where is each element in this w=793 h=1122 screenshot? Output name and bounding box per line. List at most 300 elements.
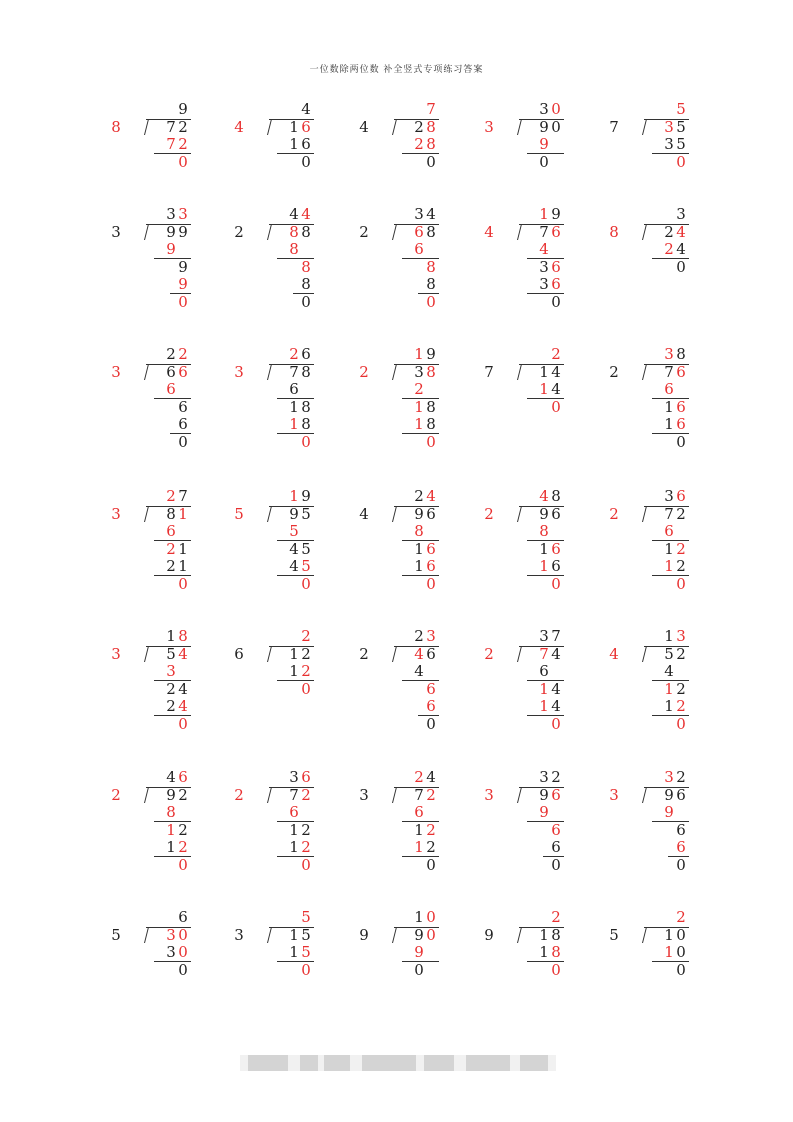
divisor: 2 [484, 504, 494, 523]
dividend-digit: 9 [166, 785, 176, 804]
division-bracket-side [144, 787, 149, 803]
division-bracket-side [642, 787, 647, 803]
step-digit: 6 [426, 539, 436, 558]
division-bracket-side [144, 506, 149, 522]
quotient-digit: 2 [676, 908, 686, 926]
divisor: 4 [359, 504, 369, 523]
step-digit: 4 [664, 662, 674, 680]
division-bracket-side [517, 787, 522, 803]
dividend-digit: 7 [664, 504, 674, 523]
divisor: 6 [234, 644, 244, 663]
division-bracket-side [517, 927, 522, 943]
step-digit: 6 [178, 415, 188, 433]
quotient-digit: 5 [676, 100, 686, 118]
division-bracket-side [642, 646, 647, 662]
quotient-digit: 3 [539, 100, 549, 118]
dividend-digit: 7 [166, 117, 176, 136]
step-digit: 1 [664, 943, 674, 961]
division-bracket-side [267, 506, 272, 522]
divisor: 3 [111, 362, 121, 381]
dividend-digit: 8 [301, 222, 311, 241]
dividend-digit: 5 [301, 504, 311, 523]
step-digit: 1 [289, 662, 299, 680]
step-digit: 0 [676, 960, 686, 979]
quotient-digit: 9 [178, 100, 188, 118]
dividend-digit: 0 [426, 925, 436, 944]
dividend-digit: 5 [166, 644, 176, 663]
step-digit: 2 [426, 820, 436, 839]
step-digit: 2 [301, 838, 311, 856]
step-digit: 0 [178, 574, 188, 593]
dividend-digit: 1 [289, 644, 299, 663]
step-digit: 1 [166, 820, 176, 839]
dividend-digit: 7 [539, 222, 549, 241]
step-digit: 3 [539, 257, 549, 276]
dividend-digit: 8 [166, 504, 176, 523]
dividend-digit: 7 [539, 644, 549, 663]
quotient-digit: 6 [301, 345, 311, 363]
division-bracket-side [642, 224, 647, 240]
step-digit: 1 [414, 397, 424, 416]
step-digit: 1 [539, 539, 549, 558]
step-digit: 8 [301, 257, 311, 276]
step-digit: 6 [166, 380, 176, 398]
step-digit: 0 [551, 960, 561, 979]
dividend-digit: 3 [166, 925, 176, 944]
quotient-digit: 4 [301, 205, 311, 223]
quotient-digit: 1 [289, 487, 299, 505]
dividend-digit: 7 [289, 362, 299, 381]
step-digit: 1 [664, 557, 674, 575]
step-digit: 6 [178, 397, 188, 416]
quotient-digit: 7 [551, 627, 561, 645]
divisor: 9 [484, 925, 494, 944]
dividend-digit: 2 [301, 785, 311, 804]
step-digit: 2 [166, 539, 176, 558]
step-digit: 1 [664, 415, 674, 433]
dividend-digit: 6 [414, 222, 424, 241]
dividend-digit: 3 [414, 362, 424, 381]
dividend-digit: 9 [166, 222, 176, 241]
division-bracket-side [144, 646, 149, 662]
step-digit: 4 [178, 697, 188, 715]
step-digit: 8 [414, 522, 424, 540]
dividend-digit: 4 [551, 362, 561, 381]
quotient-digit: 2 [551, 768, 561, 786]
step-digit: 6 [414, 803, 424, 821]
dividend-digit: 2 [301, 644, 311, 663]
step-digit: 8 [301, 397, 311, 416]
step-digit: 1 [178, 539, 188, 558]
step-digit: 6 [551, 275, 561, 293]
step-digit: 5 [301, 539, 311, 558]
dividend-digit: 2 [414, 117, 424, 136]
quotient-digit: 5 [301, 908, 311, 926]
quotient-digit: 1 [539, 205, 549, 223]
divisor: 5 [234, 504, 244, 523]
quotient-digit: 2 [551, 345, 561, 363]
divisor: 5 [609, 925, 619, 944]
dividend-digit: 8 [426, 222, 436, 241]
step-digit: 8 [426, 135, 436, 153]
division-bracket-side [392, 224, 397, 240]
step-digit: 8 [289, 240, 299, 258]
step-digit: 1 [664, 539, 674, 558]
blurred-footer-watermark [240, 1055, 556, 1071]
dividend-digit: 5 [664, 644, 674, 663]
step-digit: 2 [178, 820, 188, 839]
divisor: 3 [234, 362, 244, 381]
divisor: 2 [234, 785, 244, 804]
dividend-digit: 6 [551, 504, 561, 523]
divisor: 3 [111, 504, 121, 523]
step-digit: 6 [166, 522, 176, 540]
step-digit: 4 [676, 240, 686, 258]
dividend-digit: 0 [551, 117, 561, 136]
quotient-digit: 2 [166, 345, 176, 363]
dividend-digit: 8 [426, 117, 436, 136]
division-bracket-side [642, 119, 647, 135]
step-digit: 8 [551, 943, 561, 961]
step-digit: 1 [664, 697, 674, 715]
quotient-digit: 1 [414, 345, 424, 363]
quotient-digit: 1 [664, 627, 674, 645]
quotient-digit: 4 [426, 768, 436, 786]
dividend-digit: 0 [178, 925, 188, 944]
step-digit: 5 [301, 557, 311, 575]
quotient-digit: 6 [178, 908, 188, 926]
step-digit: 0 [178, 432, 188, 451]
quotient-digit: 9 [426, 345, 436, 363]
dividend-digit: 8 [426, 362, 436, 381]
step-digit: 5 [289, 522, 299, 540]
division-bracket-side [642, 927, 647, 943]
divisor: 2 [359, 644, 369, 663]
step-digit: 8 [166, 803, 176, 821]
divisor: 2 [484, 644, 494, 663]
dividend-digit: 1 [289, 117, 299, 136]
quotient-digit: 3 [289, 768, 299, 786]
divisor: 3 [609, 785, 619, 804]
dividend-digit: 6 [426, 504, 436, 523]
division-bracket-side [517, 119, 522, 135]
step-digit: 1 [414, 415, 424, 433]
divisor: 3 [111, 644, 121, 663]
step-digit: 6 [301, 135, 311, 153]
step-digit: 6 [664, 380, 674, 398]
step-digit: 4 [178, 679, 188, 698]
dividend-digit: 6 [166, 362, 176, 381]
step-digit: 4 [551, 697, 561, 715]
dividend-digit: 6 [551, 785, 561, 804]
quotient-digit: 3 [426, 627, 436, 645]
dividend-digit: 2 [676, 644, 686, 663]
step-digit: 6 [551, 838, 561, 856]
step-digit: 8 [301, 275, 311, 293]
step-digit: 1 [664, 679, 674, 698]
step-digit: 4 [414, 662, 424, 680]
step-digit: 4 [551, 380, 561, 398]
quotient-digit: 2 [414, 487, 424, 505]
quotient-digit: 6 [676, 487, 686, 505]
quotient-digit: 4 [301, 100, 311, 118]
step-digit: 2 [178, 135, 188, 153]
step-digit: 6 [551, 257, 561, 276]
quotient-digit: 4 [289, 205, 299, 223]
step-digit: 8 [426, 415, 436, 433]
step-digit: 0 [301, 574, 311, 593]
step-digit: 1 [414, 820, 424, 839]
quotient-digit: 2 [551, 908, 561, 926]
step-digit: 0 [551, 714, 561, 733]
step-digit: 0 [301, 679, 311, 698]
division-bracket-side [392, 506, 397, 522]
step-digit: 0 [676, 152, 686, 171]
step-digit: 6 [539, 662, 549, 680]
quotient-digit: 2 [676, 768, 686, 786]
step-digit: 1 [414, 838, 424, 856]
division-problem-35 [608, 908, 708, 1083]
step-digit: 2 [414, 135, 424, 153]
quotient-digit: 3 [539, 627, 549, 645]
dividend-digit: 4 [676, 222, 686, 241]
step-digit: 0 [539, 152, 549, 171]
dividend-digit: 4 [178, 644, 188, 663]
quotient-digit: 2 [414, 768, 424, 786]
step-digit: 7 [166, 135, 176, 153]
division-bracket-side [267, 224, 272, 240]
divisor: 4 [609, 644, 619, 663]
step-digit: 9 [414, 943, 424, 961]
quotient-digit: 1 [166, 627, 176, 645]
step-digit: 9 [539, 135, 549, 153]
dividend-digit: 1 [539, 362, 549, 381]
dividend-digit: 4 [551, 644, 561, 663]
step-digit: 2 [426, 838, 436, 856]
divisor: 2 [609, 504, 619, 523]
step-digit: 6 [289, 380, 299, 398]
step-digit: 1 [289, 397, 299, 416]
quotient-digit: 8 [178, 627, 188, 645]
divisor: 2 [359, 222, 369, 241]
step-digit: 0 [301, 152, 311, 171]
dividend-digit: 2 [178, 785, 188, 804]
step-digit: 0 [178, 943, 188, 961]
step-digit: 0 [551, 574, 561, 593]
dividend-digit: 0 [676, 925, 686, 944]
quotient-digit: 3 [676, 205, 686, 223]
quotient-digit: 2 [166, 487, 176, 505]
step-digit: 9 [664, 803, 674, 821]
step-digit: 3 [539, 275, 549, 293]
step-digit: 1 [539, 943, 549, 961]
dividend-digit: 2 [664, 222, 674, 241]
step-digit: 0 [426, 432, 436, 451]
division-bracket-side [392, 927, 397, 943]
step-digit: 6 [551, 539, 561, 558]
quotient-digit: 3 [664, 768, 674, 786]
dividend-digit: 8 [289, 222, 299, 241]
step-digit: 1 [664, 397, 674, 416]
quotient-digit: 6 [178, 768, 188, 786]
step-digit: 0 [676, 943, 686, 961]
dividend-digit: 6 [676, 785, 686, 804]
divisor: 9 [359, 925, 369, 944]
quotient-digit: 3 [178, 205, 188, 223]
division-bracket-side [642, 506, 647, 522]
step-digit: 8 [539, 522, 549, 540]
step-digit: 0 [426, 152, 436, 171]
divisor: 7 [609, 117, 619, 136]
step-digit: 0 [178, 292, 188, 311]
step-digit: 2 [676, 539, 686, 558]
dividend-digit: 1 [289, 925, 299, 944]
step-digit: 0 [551, 292, 561, 311]
dividend-digit: 3 [664, 117, 674, 136]
quotient-digit: 2 [289, 345, 299, 363]
step-digit: 4 [539, 240, 549, 258]
step-digit: 0 [426, 292, 436, 311]
divisor: 3 [359, 785, 369, 804]
dividend-digit: 1 [178, 504, 188, 523]
step-digit: 2 [166, 557, 176, 575]
dividend-digit: 6 [178, 362, 188, 381]
quotient-digit: 4 [426, 205, 436, 223]
dividend-digit: 4 [414, 644, 424, 663]
step-digit: 2 [301, 820, 311, 839]
step-digit: 1 [539, 557, 549, 575]
step-digit: 0 [178, 855, 188, 874]
division-bracket-side [267, 787, 272, 803]
step-digit: 6 [676, 415, 686, 433]
step-digit: 9 [539, 803, 549, 821]
quotient-digit: 8 [551, 487, 561, 505]
quotient-digit: 2 [301, 627, 311, 645]
division-bracket-side [642, 364, 647, 380]
step-digit: 0 [676, 714, 686, 733]
step-digit: 1 [539, 697, 549, 715]
step-digit: 2 [301, 662, 311, 680]
step-digit: 4 [289, 539, 299, 558]
quotient-digit: 6 [301, 768, 311, 786]
step-digit: 0 [676, 855, 686, 874]
division-bracket-side [144, 927, 149, 943]
dividend-digit: 7 [664, 362, 674, 381]
step-digit: 6 [426, 679, 436, 698]
division-bracket-side [144, 364, 149, 380]
divisor: 4 [234, 117, 244, 136]
quotient-digit: 7 [178, 487, 188, 505]
step-digit: 0 [426, 574, 436, 593]
division-bracket-side [517, 506, 522, 522]
step-digit: 5 [676, 135, 686, 153]
step-digit: 2 [178, 838, 188, 856]
step-digit: 6 [414, 240, 424, 258]
dividend-digit: 9 [289, 504, 299, 523]
step-digit: 6 [551, 820, 561, 839]
divisor: 2 [609, 362, 619, 381]
step-digit: 4 [289, 557, 299, 575]
division-bracket-side [392, 787, 397, 803]
dividend-digit: 1 [539, 925, 549, 944]
step-digit: 0 [676, 257, 686, 276]
step-digit: 1 [539, 380, 549, 398]
step-digit: 0 [551, 855, 561, 874]
quotient-digit: 9 [551, 205, 561, 223]
step-digit: 6 [426, 557, 436, 575]
dividend-digit: 6 [301, 117, 311, 136]
step-digit: 0 [178, 960, 188, 979]
step-digit: 1 [289, 838, 299, 856]
step-digit: 0 [301, 855, 311, 874]
divisor: 8 [609, 222, 619, 241]
division-bracket-side [517, 646, 522, 662]
division-bracket-side [392, 646, 397, 662]
step-digit: 4 [551, 679, 561, 698]
divisor: 3 [234, 925, 244, 944]
dividend-digit: 7 [289, 785, 299, 804]
step-digit: 0 [301, 960, 311, 979]
step-digit: 0 [301, 292, 311, 311]
division-bracket-side [144, 119, 149, 135]
step-digit: 1 [289, 943, 299, 961]
dividend-digit: 6 [676, 362, 686, 381]
step-digit: 9 [178, 275, 188, 293]
step-digit: 0 [551, 397, 561, 416]
dividend-digit: 5 [676, 117, 686, 136]
step-digit: 2 [676, 679, 686, 698]
dividend-digit: 2 [426, 785, 436, 804]
divisor: 3 [484, 117, 494, 136]
step-digit: 1 [166, 838, 176, 856]
dividend-digit: 6 [426, 644, 436, 663]
quotient-digit: 9 [301, 487, 311, 505]
step-digit: 8 [426, 275, 436, 293]
dividend-digit: 2 [676, 504, 686, 523]
quotient-digit: 3 [664, 345, 674, 363]
dividend-digit: 9 [178, 222, 188, 241]
step-digit: 2 [166, 679, 176, 698]
step-digit: 0 [301, 432, 311, 451]
dividend-digit: 9 [664, 785, 674, 804]
step-digit: 6 [551, 557, 561, 575]
quotient-digit: 3 [664, 487, 674, 505]
step-digit: 3 [166, 662, 176, 680]
step-digit: 0 [676, 574, 686, 593]
dividend-digit: 8 [551, 925, 561, 944]
quotient-digit: 4 [539, 487, 549, 505]
dividend-digit: 1 [664, 925, 674, 944]
divisor: 4 [484, 222, 494, 241]
quotient-digit: 0 [551, 100, 561, 118]
quotient-digit: 4 [426, 487, 436, 505]
step-digit: 3 [166, 943, 176, 961]
step-digit: 6 [676, 838, 686, 856]
division-bracket-side [267, 119, 272, 135]
step-digit: 6 [676, 820, 686, 839]
divisor: 3 [484, 785, 494, 804]
step-digit: 6 [426, 697, 436, 715]
step-digit: 8 [301, 415, 311, 433]
divisor: 2 [234, 222, 244, 241]
step-digit: 9 [166, 240, 176, 258]
dividend-digit: 9 [414, 925, 424, 944]
quotient-digit: 1 [414, 908, 424, 926]
step-digit: 6 [676, 397, 686, 416]
divisor: 7 [484, 362, 494, 381]
page-title: 一位数除两位数 补全竖式专项练习答案 [309, 65, 484, 75]
dividend-digit: 8 [301, 362, 311, 381]
